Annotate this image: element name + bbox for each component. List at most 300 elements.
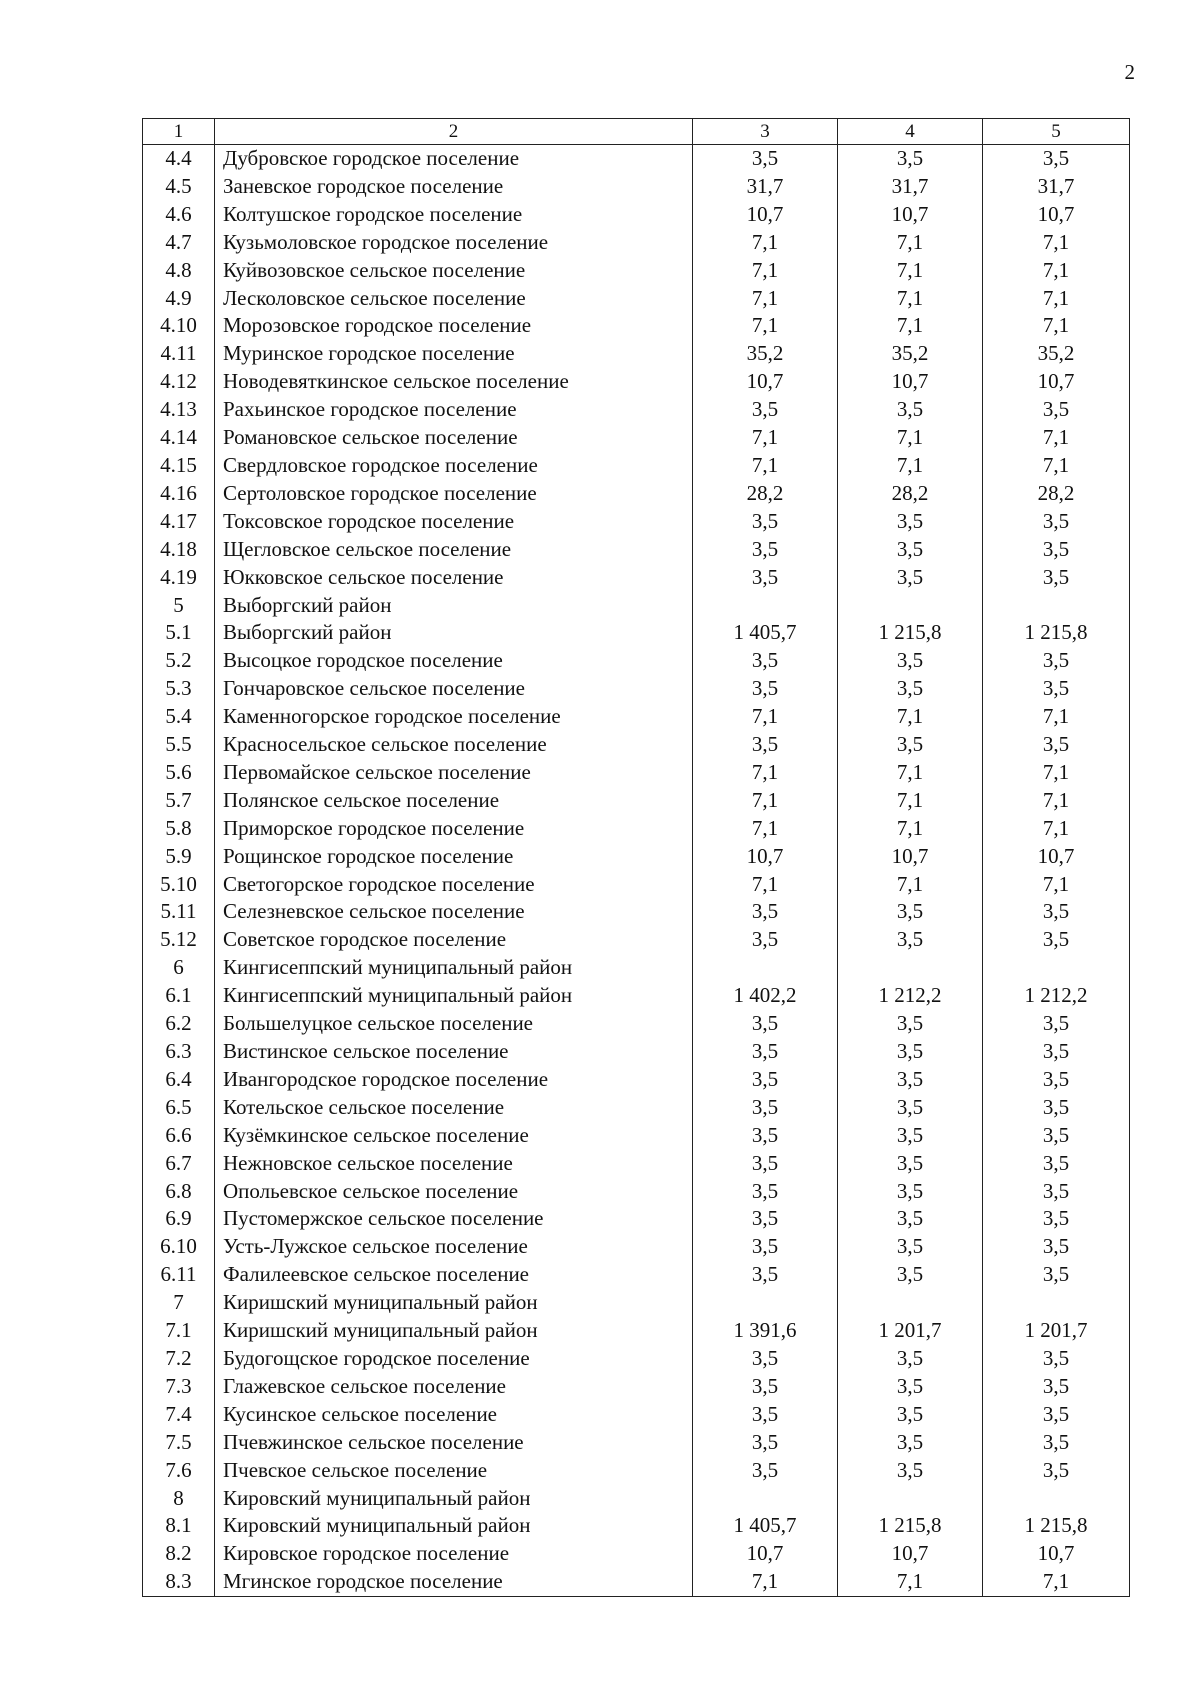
row-number: 5.10 (143, 871, 215, 899)
row-number: 4.12 (143, 368, 215, 396)
value-col-4: 7,1 (838, 285, 983, 313)
value-col-4: 7,1 (838, 759, 983, 787)
value-col-5: 3,5 (983, 536, 1130, 564)
value-col-3: 3,5 (693, 1066, 838, 1094)
table-body (143, 145, 1130, 1597)
row-number: 5.5 (143, 731, 215, 759)
value-col-5: 3,5 (983, 1094, 1130, 1122)
value-col-4: 31,7 (838, 173, 983, 201)
municipality-name: Свердловское городское поселение (215, 452, 693, 480)
municipality-name: Морозовское городское поселение (215, 312, 693, 340)
value-col-4: 3,5 (838, 564, 983, 592)
value-col-5 (983, 592, 1130, 620)
value-col-4: 3,5 (838, 926, 983, 954)
value-col-3: 7,1 (693, 787, 838, 815)
table-row (143, 759, 1130, 787)
value-col-4: 3,5 (838, 1122, 983, 1150)
municipality-name: Кировский муниципальный район (215, 1512, 693, 1540)
column-header-1: 1 (143, 119, 215, 145)
row-number: 5.9 (143, 843, 215, 871)
value-col-3: 7,1 (693, 452, 838, 480)
value-col-5: 10,7 (983, 368, 1130, 396)
value-col-5: 3,5 (983, 1261, 1130, 1289)
row-number: 5.4 (143, 703, 215, 731)
value-col-4: 3,5 (838, 508, 983, 536)
municipality-name: Токсовское городское поселение (215, 508, 693, 536)
table-row (143, 1373, 1130, 1401)
municipality-name: Пчевское сельское поселение (215, 1457, 693, 1485)
value-col-3: 1 405,7 (693, 1512, 838, 1540)
value-col-4: 3,5 (838, 1345, 983, 1373)
row-number: 6.8 (143, 1178, 215, 1206)
row-number: 7.3 (143, 1373, 215, 1401)
value-col-3: 3,5 (693, 731, 838, 759)
value-col-3: 10,7 (693, 843, 838, 871)
row-number: 4.9 (143, 285, 215, 313)
value-col-5: 3,5 (983, 1038, 1130, 1066)
row-number: 4.14 (143, 424, 215, 452)
table-row (143, 619, 1130, 647)
value-col-4: 7,1 (838, 815, 983, 843)
municipality-name: Пчевжинское сельское поселение (215, 1429, 693, 1457)
table-row (143, 173, 1130, 201)
value-col-5: 1 215,8 (983, 1512, 1130, 1540)
table-row (143, 1150, 1130, 1178)
row-number: 5 (143, 592, 215, 620)
column-header-5: 5 (983, 119, 1130, 145)
value-col-3: 3,5 (693, 1150, 838, 1178)
value-col-5: 3,5 (983, 1373, 1130, 1401)
municipality-name: Светогорское городское поселение (215, 871, 693, 899)
table-row (143, 843, 1130, 871)
value-col-3: 3,5 (693, 926, 838, 954)
value-col-5: 3,5 (983, 1457, 1130, 1485)
value-col-5: 3,5 (983, 1401, 1130, 1429)
value-col-3: 10,7 (693, 201, 838, 229)
table-row (143, 871, 1130, 899)
value-col-4: 7,1 (838, 452, 983, 480)
municipality-name: Вистинское сельское поселение (215, 1038, 693, 1066)
row-number: 4.4 (143, 145, 215, 173)
row-number: 5.11 (143, 898, 215, 926)
row-number: 5.12 (143, 926, 215, 954)
value-col-4: 3,5 (838, 536, 983, 564)
value-col-3: 3,5 (693, 1373, 838, 1401)
municipality-name: Киришский муниципальный район (215, 1317, 693, 1345)
value-col-4 (838, 1289, 983, 1317)
value-col-3: 7,1 (693, 703, 838, 731)
municipality-name: Заневское городское поселение (215, 173, 693, 201)
row-number: 5.3 (143, 675, 215, 703)
municipality-name: Котельское сельское поселение (215, 1094, 693, 1122)
value-col-4: 3,5 (838, 145, 983, 173)
table-row (143, 257, 1130, 285)
value-col-3: 7,1 (693, 424, 838, 452)
row-number: 6.4 (143, 1066, 215, 1094)
table-row (143, 1401, 1130, 1429)
municipality-name: Кировский муниципальный район (215, 1485, 693, 1513)
municipality-name: Выборгский район (215, 619, 693, 647)
value-col-4: 3,5 (838, 898, 983, 926)
value-col-3: 3,5 (693, 898, 838, 926)
value-col-5: 3,5 (983, 647, 1130, 675)
row-number: 8.3 (143, 1568, 215, 1596)
municipality-name: Рощинское городское поселение (215, 843, 693, 871)
row-number: 4.15 (143, 452, 215, 480)
value-col-3: 3,5 (693, 647, 838, 675)
table-row (143, 1094, 1130, 1122)
municipality-name: Приморское городское поселение (215, 815, 693, 843)
value-col-5: 7,1 (983, 703, 1130, 731)
municipality-name: Селезневское сельское поселение (215, 898, 693, 926)
table-row (143, 1261, 1130, 1289)
table-row (143, 982, 1130, 1010)
municipality-name: Первомайское сельское поселение (215, 759, 693, 787)
table-row (143, 1429, 1130, 1457)
value-col-3 (693, 1485, 838, 1513)
table-row (143, 1345, 1130, 1373)
table-row (143, 285, 1130, 313)
value-col-3: 1 405,7 (693, 619, 838, 647)
value-col-4: 7,1 (838, 312, 983, 340)
municipality-name: Щегловское сельское поселение (215, 536, 693, 564)
value-col-4: 3,5 (838, 1038, 983, 1066)
value-col-5: 7,1 (983, 759, 1130, 787)
table-row (143, 340, 1130, 368)
table-row (143, 1317, 1130, 1345)
value-col-5: 3,5 (983, 564, 1130, 592)
municipality-name: Юкковское сельское поселение (215, 564, 693, 592)
table-row (143, 1038, 1130, 1066)
value-col-3: 3,5 (693, 675, 838, 703)
value-col-5: 3,5 (983, 1205, 1130, 1233)
row-number: 5.1 (143, 619, 215, 647)
value-col-4 (838, 954, 983, 982)
table-row (143, 1010, 1130, 1038)
value-col-4: 7,1 (838, 424, 983, 452)
value-col-5: 3,5 (983, 145, 1130, 173)
value-col-5: 3,5 (983, 898, 1130, 926)
row-number: 6.5 (143, 1094, 215, 1122)
value-col-3: 3,5 (693, 1233, 838, 1261)
table-row (143, 396, 1130, 424)
value-col-4: 3,5 (838, 1233, 983, 1261)
value-col-4: 7,1 (838, 787, 983, 815)
row-number: 4.11 (143, 340, 215, 368)
value-col-3: 3,5 (693, 1010, 838, 1038)
row-number: 6.7 (143, 1150, 215, 1178)
value-col-3: 3,5 (693, 564, 838, 592)
row-number: 7.5 (143, 1429, 215, 1457)
municipality-name: Сертоловское городское поселение (215, 480, 693, 508)
column-header-4: 4 (838, 119, 983, 145)
table-row (143, 1540, 1130, 1568)
value-col-5: 1 215,8 (983, 619, 1130, 647)
row-number: 4.7 (143, 229, 215, 257)
value-col-4: 7,1 (838, 871, 983, 899)
municipality-name: Высоцкое городское поселение (215, 647, 693, 675)
value-col-5: 10,7 (983, 843, 1130, 871)
value-col-5: 7,1 (983, 312, 1130, 340)
value-col-4 (838, 1485, 983, 1513)
municipality-name: Ивангородское городское поселение (215, 1066, 693, 1094)
table-row (143, 815, 1130, 843)
value-col-3: 35,2 (693, 340, 838, 368)
value-col-4: 3,5 (838, 1066, 983, 1094)
value-col-5: 1 201,7 (983, 1317, 1130, 1345)
municipality-name: Куйвозовское сельское поселение (215, 257, 693, 285)
value-col-5 (983, 954, 1130, 982)
value-col-4: 3,5 (838, 1373, 983, 1401)
value-col-4: 3,5 (838, 731, 983, 759)
value-col-5: 3,5 (983, 1010, 1130, 1038)
municipality-name: Глажевское сельское поселение (215, 1373, 693, 1401)
table-row (143, 312, 1130, 340)
table-row (143, 452, 1130, 480)
row-number: 7.4 (143, 1401, 215, 1429)
municipality-name: Дубровское городское поселение (215, 145, 693, 173)
row-number: 4.13 (143, 396, 215, 424)
row-number: 4.5 (143, 173, 215, 201)
value-col-3: 1 391,6 (693, 1317, 838, 1345)
value-col-4: 10,7 (838, 1540, 983, 1568)
value-col-4: 10,7 (838, 201, 983, 229)
municipality-name: Кусинское сельское поселение (215, 1401, 693, 1429)
value-col-5: 3,5 (983, 675, 1130, 703)
value-col-3: 28,2 (693, 480, 838, 508)
value-col-5: 3,5 (983, 396, 1130, 424)
value-col-5: 7,1 (983, 424, 1130, 452)
municipality-name: Выборгский район (215, 592, 693, 620)
value-col-4: 10,7 (838, 368, 983, 396)
row-number: 4.17 (143, 508, 215, 536)
row-number: 5.8 (143, 815, 215, 843)
value-col-4: 3,5 (838, 396, 983, 424)
value-col-3 (693, 592, 838, 620)
value-col-3: 1 402,2 (693, 982, 838, 1010)
municipality-name: Романовское сельское поселение (215, 424, 693, 452)
table-row (143, 1568, 1130, 1596)
table-row (143, 1205, 1130, 1233)
value-col-5: 10,7 (983, 201, 1130, 229)
municipality-name: Опольевское сельское поселение (215, 1178, 693, 1206)
table-row (143, 954, 1130, 982)
value-col-4: 1 215,8 (838, 619, 983, 647)
value-col-5: 3,5 (983, 508, 1130, 536)
value-col-5: 3,5 (983, 1122, 1130, 1150)
row-number: 6.10 (143, 1233, 215, 1261)
municipality-name: Кировское городское поселение (215, 1540, 693, 1568)
value-col-3: 3,5 (693, 1094, 838, 1122)
value-col-4: 1 215,8 (838, 1512, 983, 1540)
municipality-name: Кингисеппский муниципальный район (215, 982, 693, 1010)
value-col-3: 7,1 (693, 815, 838, 843)
table-row (143, 1233, 1130, 1261)
value-col-3: 7,1 (693, 759, 838, 787)
value-col-3: 7,1 (693, 871, 838, 899)
table-row (143, 508, 1130, 536)
table-row (143, 480, 1130, 508)
municipality-name: Будогощское городское поселение (215, 1345, 693, 1373)
table-row (143, 703, 1130, 731)
value-col-3: 31,7 (693, 173, 838, 201)
value-col-5: 3,5 (983, 926, 1130, 954)
value-col-5: 7,1 (983, 815, 1130, 843)
municipality-name: Киришский муниципальный район (215, 1289, 693, 1317)
value-col-3 (693, 954, 838, 982)
value-col-4: 3,5 (838, 1429, 983, 1457)
row-number: 8 (143, 1485, 215, 1513)
row-number: 4.18 (143, 536, 215, 564)
value-col-4: 3,5 (838, 647, 983, 675)
value-col-4: 3,5 (838, 1150, 983, 1178)
value-col-4 (838, 592, 983, 620)
value-col-3: 7,1 (693, 285, 838, 313)
table-row (143, 787, 1130, 815)
row-number: 4.8 (143, 257, 215, 285)
table-row (143, 675, 1130, 703)
municipality-name: Каменногорское городское поселение (215, 703, 693, 731)
value-col-3: 10,7 (693, 1540, 838, 1568)
table-row (143, 1512, 1130, 1540)
value-col-4: 3,5 (838, 1094, 983, 1122)
table-row (143, 1289, 1130, 1317)
value-col-5: 3,5 (983, 1429, 1130, 1457)
value-col-3: 7,1 (693, 1568, 838, 1596)
table-row (143, 145, 1130, 173)
table-row (143, 592, 1130, 620)
table-row (143, 731, 1130, 759)
row-number: 5.7 (143, 787, 215, 815)
value-col-4: 3,5 (838, 675, 983, 703)
municipality-name: Мгинское городское поселение (215, 1568, 693, 1596)
value-col-5: 3,5 (983, 1345, 1130, 1373)
value-col-3: 3,5 (693, 1429, 838, 1457)
table-row (143, 926, 1130, 954)
value-col-4: 7,1 (838, 257, 983, 285)
municipality-name: Муринское городское поселение (215, 340, 693, 368)
table-header-row (143, 119, 1130, 145)
row-number: 7.6 (143, 1457, 215, 1485)
value-col-5: 31,7 (983, 173, 1130, 201)
row-number: 6.11 (143, 1261, 215, 1289)
table-row (143, 1485, 1130, 1513)
value-col-3: 3,5 (693, 1122, 838, 1150)
row-number: 5.6 (143, 759, 215, 787)
value-col-4: 1 212,2 (838, 982, 983, 1010)
value-col-4: 7,1 (838, 703, 983, 731)
row-number: 8.1 (143, 1512, 215, 1540)
value-col-5: 10,7 (983, 1540, 1130, 1568)
value-col-5: 3,5 (983, 1178, 1130, 1206)
value-col-3: 3,5 (693, 508, 838, 536)
value-col-5: 7,1 (983, 257, 1130, 285)
table-row (143, 1066, 1130, 1094)
municipality-name: Гончаровское сельское поселение (215, 675, 693, 703)
value-col-3 (693, 1289, 838, 1317)
value-col-3: 3,5 (693, 1205, 838, 1233)
value-col-5: 3,5 (983, 1066, 1130, 1094)
value-col-4: 10,7 (838, 843, 983, 871)
value-col-4: 3,5 (838, 1205, 983, 1233)
value-col-4: 7,1 (838, 229, 983, 257)
table-row (143, 201, 1130, 229)
row-number: 8.2 (143, 1540, 215, 1568)
value-col-5: 3,5 (983, 1233, 1130, 1261)
table-row (143, 1457, 1130, 1485)
municipality-name: Фалилеевское сельское поселение (215, 1261, 693, 1289)
row-number: 7 (143, 1289, 215, 1317)
municipality-name: Кузёмкинское сельское поселение (215, 1122, 693, 1150)
row-number: 6.1 (143, 982, 215, 1010)
row-number: 6.9 (143, 1205, 215, 1233)
municipality-name: Новодевяткинское сельское поселение (215, 368, 693, 396)
table-row (143, 647, 1130, 675)
row-number: 6.2 (143, 1010, 215, 1038)
value-col-5: 7,1 (983, 229, 1130, 257)
value-col-3: 3,5 (693, 1261, 838, 1289)
row-number: 6 (143, 954, 215, 982)
value-col-3: 3,5 (693, 1457, 838, 1485)
value-col-5: 35,2 (983, 340, 1130, 368)
value-col-3: 3,5 (693, 1178, 838, 1206)
table-row (143, 1122, 1130, 1150)
value-col-5: 3,5 (983, 1150, 1130, 1178)
municipality-name: Полянское сельское поселение (215, 787, 693, 815)
municipality-name: Кингисеппский муниципальный район (215, 954, 693, 982)
row-number: 7.1 (143, 1317, 215, 1345)
value-col-3: 3,5 (693, 1401, 838, 1429)
row-number: 4.6 (143, 201, 215, 229)
value-col-4: 7,1 (838, 1568, 983, 1596)
municipality-name: Советское городское поселение (215, 926, 693, 954)
municipality-name: Нежновское сельское поселение (215, 1150, 693, 1178)
municipality-name: Красносельское сельское поселение (215, 731, 693, 759)
row-number: 5.2 (143, 647, 215, 675)
municipality-name: Большелуцкое сельское поселение (215, 1010, 693, 1038)
row-number: 6.6 (143, 1122, 215, 1150)
value-col-5: 7,1 (983, 285, 1130, 313)
value-col-5: 7,1 (983, 452, 1130, 480)
page-number: 2 (1124, 60, 1135, 84)
value-col-4: 3,5 (838, 1261, 983, 1289)
value-col-3: 3,5 (693, 536, 838, 564)
value-col-3: 3,5 (693, 396, 838, 424)
value-col-5: 1 212,2 (983, 982, 1130, 1010)
row-number: 6.3 (143, 1038, 215, 1066)
value-col-4: 3,5 (838, 1401, 983, 1429)
value-col-3: 7,1 (693, 312, 838, 340)
value-col-3: 10,7 (693, 368, 838, 396)
table-row (143, 898, 1130, 926)
value-col-4: 3,5 (838, 1010, 983, 1038)
value-col-5: 7,1 (983, 1568, 1130, 1596)
municipality-name: Кузьмоловское городское поселение (215, 229, 693, 257)
value-col-4: 28,2 (838, 480, 983, 508)
value-col-5 (983, 1289, 1130, 1317)
value-col-4: 35,2 (838, 340, 983, 368)
table-row (143, 536, 1130, 564)
value-col-4: 1 201,7 (838, 1317, 983, 1345)
value-col-5: 3,5 (983, 731, 1130, 759)
value-col-5: 7,1 (983, 787, 1130, 815)
column-header-3: 3 (693, 119, 838, 145)
municipality-name: Колтушское городское поселение (215, 201, 693, 229)
value-col-3: 7,1 (693, 229, 838, 257)
table-row (143, 564, 1130, 592)
allocation-table (142, 118, 1130, 1597)
row-number: 4.16 (143, 480, 215, 508)
